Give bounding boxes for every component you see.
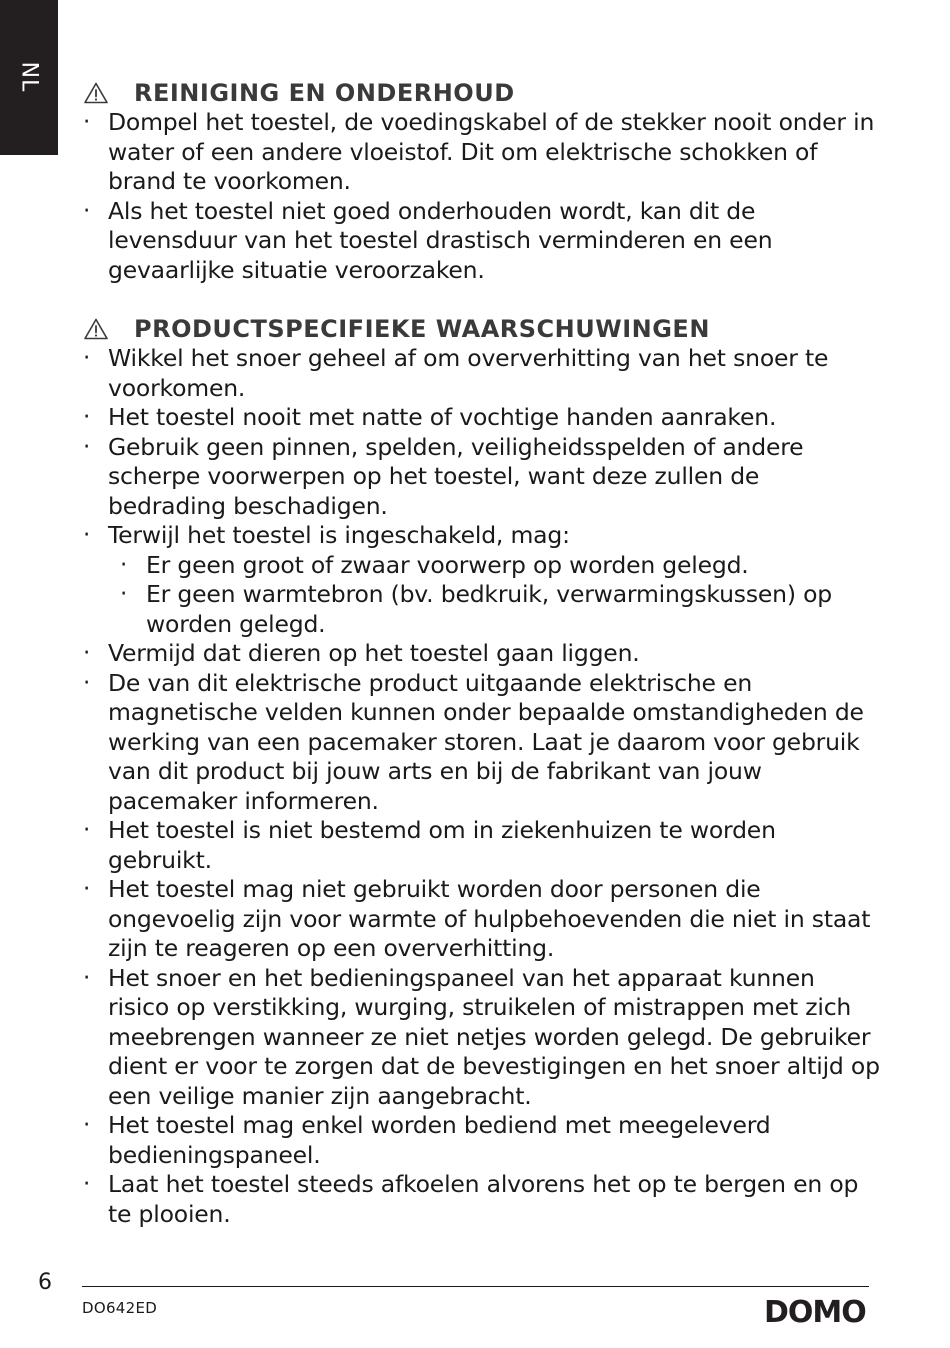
model-code: DO642ED — [82, 1299, 158, 1317]
list-item-with-subitems — [82, 521, 882, 639]
list-item: · Dompel het toestel, de voedingskabel of de stekker nooit onder in water of een andere vloeistof. Dit om elektrische schokken of brand te voorkomen. — [82, 108, 882, 197]
list-item: · De van dit elektrische product uitgaande elektrische en magnetische velden kunnen onder bepaalde omstandigheden de werking van een pacemaker storen. Laat je daarom voor gebruik van dit product bij jouw arts en bij de fabrikant van jouw pacemaker informeren. — [82, 669, 882, 817]
list-item: · Als het toestel niet goed onderhouden wordt, kan dit de levensduur van het toestel drastisch verminderen en een gevaarlijke situatie veroorzaken. — [82, 197, 882, 286]
list-item: · Laat het toestel steeds afkoelen alvorens het op te bergen en op te plooien. — [82, 1170, 882, 1229]
brand-logo: DOMO — [764, 1295, 866, 1330]
language-tab — [0, 0, 58, 155]
list-item: · Het toestel is niet bestemd om in ziekenhuizen te worden gebruikt. — [82, 816, 882, 875]
footer-divider — [82, 1286, 869, 1287]
warning-triangle-icon — [84, 318, 108, 340]
sub-list-item: · Er geen groot of zwaar voorwerp op worden gelegd. — [108, 551, 882, 581]
list-item: · Het toestel mag enkel worden bediend met meegeleverd bedieningspaneel. — [82, 1111, 882, 1170]
section-heading-text: PRODUCTSPECIFIEKE WAARSCHUWINGEN — [134, 315, 710, 343]
sub-list — [108, 551, 882, 640]
section-heading-text: REINIGING EN ONDERHOUD — [134, 79, 515, 107]
warnings-list — [82, 344, 882, 1229]
warning-triangle-icon — [84, 82, 108, 104]
section-heading-warnings — [82, 314, 882, 344]
list-item: · Wikkel het snoer geheel af om oververhitting van het snoer te voorkomen. — [82, 344, 882, 403]
sub-list-item: · Er geen warmtebron (bv. bedkruik, verwarmingskussen) op worden gelegd. — [108, 580, 882, 639]
list-item: · Vermijd dat dieren op het toestel gaan liggen. — [82, 639, 882, 669]
list-item: · Het snoer en het bedieningspaneel van het apparaat kunnen risico op verstikking, wurging, struikelen of mistrappen met zich meebrengen wanneer ze niet netjes worden gelegd. De gebruiker dient er voor te zorgen dat de bevestigingen en het snoer altijd op een veilige manier zijn aangebracht. — [82, 964, 882, 1112]
list-item: · Het toestel nooit met natte of vochtige handen aanraken. — [82, 403, 882, 433]
page-content — [82, 78, 882, 1229]
list-item: · Het toestel mag niet gebruikt worden door personen die ongevoelig zijn voor warmte of hulpbehoevenden die niet in staat zijn te reageren op een oververhitting. — [82, 875, 882, 964]
list-item-text: Terwijl het toestel is ingeschakeld, mag: — [108, 521, 570, 549]
language-tab-label: NL — [16, 61, 42, 93]
list-item: · Gebruik geen pinnen, spelden, veiligheidsspelden of andere scherpe voorwerpen op het toestel, want deze zullen de bedrading beschadigen. — [82, 433, 882, 522]
section-heading-cleaning — [82, 78, 882, 108]
page-number: 6 — [38, 1270, 52, 1295]
cleaning-list — [82, 108, 882, 285]
